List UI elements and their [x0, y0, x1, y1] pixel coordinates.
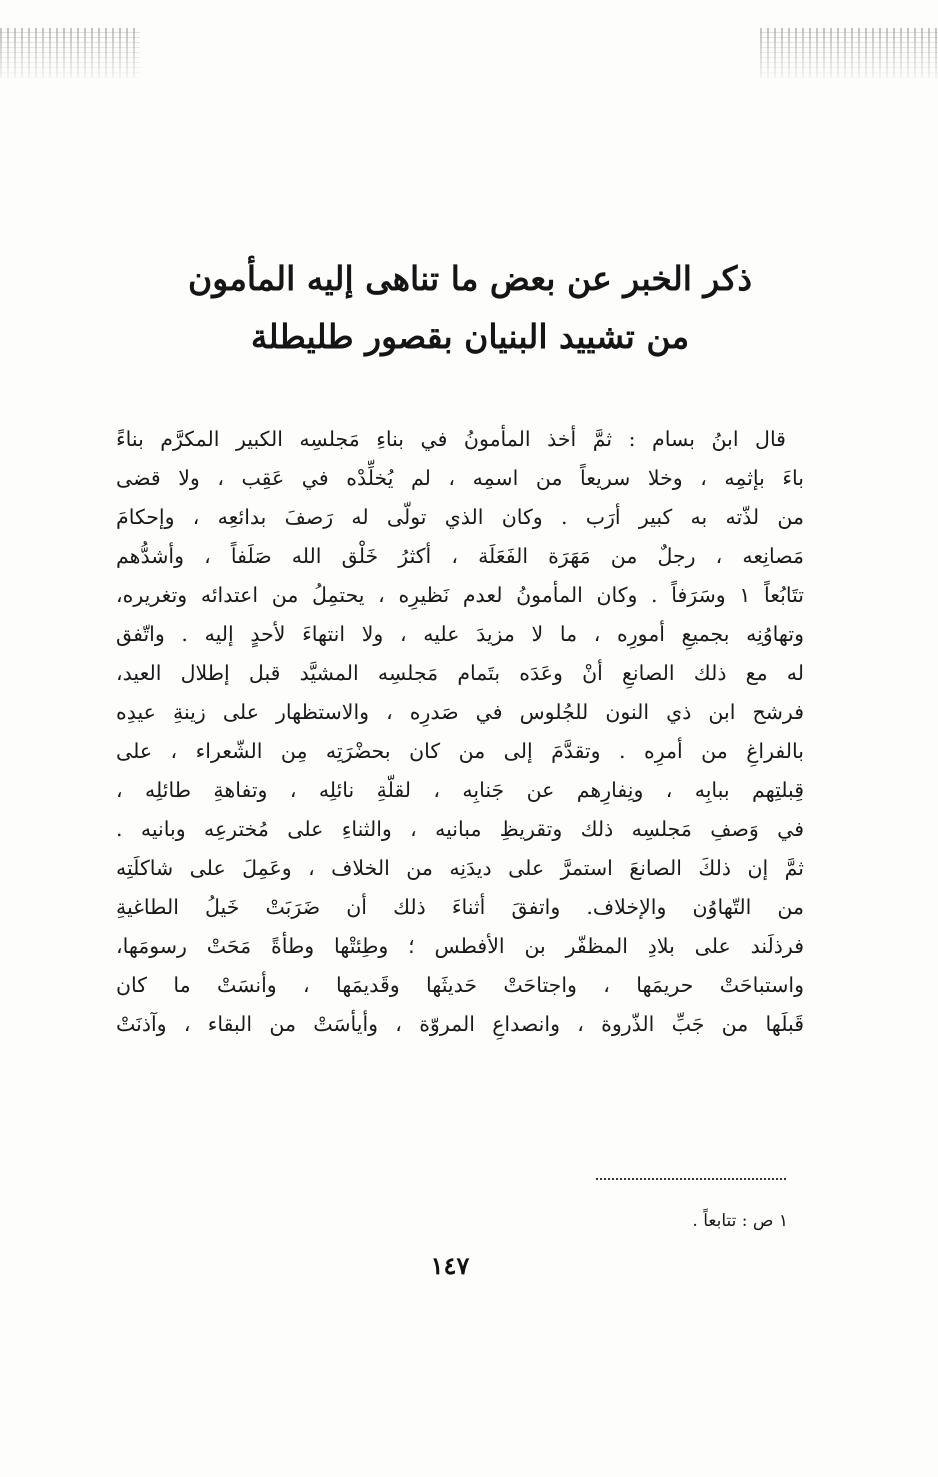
body-paragraph	[116, 420, 804, 1044]
body-line: ثمَّ إن ذلكَ الصانعَ استمرَّ على ديدَنِه من الخلاف ، وعَمِلَ على شاكلَتِه	[116, 856, 804, 880]
body-line: واستباحَتْ حريمَها ، واجتاحَتْ حَديثَها وقَديمَها ، وأنسَتْ ما كان	[116, 973, 804, 997]
body-line: قَبلَها من جَبِّ الذّروة ، وانصداعِ المروّة ، وأيأسَتْ من البقاء ، وآذنَتْ	[116, 1012, 804, 1036]
body-line: من لذّته به كبير أرَب . وكان الذي تولّى له رَصفَ بدائعِه ، وإحكامَ	[116, 505, 804, 529]
body-line: من التّهاوُن والإخلاف. واتفقَ أثناءَ ذلك أن ضَرَبَتْ خَيلُ الطاغيةِ	[116, 895, 804, 919]
body-line: له مع ذلك الصانعِ أنْ وعَدَه بتَمام مَجلسِه المشيَّد قبل إطلال العيد،	[116, 661, 804, 685]
chapter-heading	[150, 250, 790, 366]
body-line: تتَابُعاً ١ وسَرَفاً . وكان المأمونُ لعدم نَظيرِه ، يحتمِلُ من اعتدائه وتغريره،	[116, 583, 804, 607]
heading-line-2: من تشييد البنيان بقصور طليطلة	[250, 317, 690, 356]
body-line: فرشح ابن ذي النون للجُلوس في صَدرِه ، والاستظهار على زينةِ عيدِه	[116, 700, 804, 724]
body-line: باءَ بإثمِه ، وخلا سريعاً من اسمِه ، لم يُخلِّدْه في عَقِب ، ولا قضى	[116, 466, 804, 490]
page-number: ١٤٧	[430, 1251, 470, 1280]
footnote: ١ ص : تتابعاً .	[692, 1211, 788, 1231]
body-line: بالفراغِ من أمرِه . وتقدَّمَ إلى من كان بحضْرَتِه مِن الشّعراء ، على	[116, 739, 804, 763]
body-line: فرذلَند على بلادِ المظفّر بن الأفطس ؛ وطِئتْها وطأةً مَحَتْ رسومَها،	[116, 934, 804, 958]
body-line: في وَصفِ مَجلسِه ذلك وتقريظِ مبانيه ، والثناءِ على مُخترعِه وبانيه .	[116, 817, 804, 841]
heading-line-1: ذكر الخبر عن بعض ما تناهى إليه المأمون	[187, 259, 753, 298]
footnote-separator	[596, 1178, 786, 1180]
scan-noise-left	[0, 28, 140, 78]
body-line: وتهاوُنِه بجميعِ أمورِه ، ما لا مزيدَ عليه ، ولا انتهاءَ لأحدٍ إليه . واتّفق	[116, 622, 804, 646]
body-line: قِبلتِهم ببابِه ، ونِفارِهم عن جَنابِه ، لقلّةِ نائلِه ، وتفاهةِ طائلِه ،	[116, 778, 804, 802]
body-line: مَصانِعه ، رجلٌ من مَهَرَة الفَعَلَة ، أكثرُ خَلْق الله صَلَفاً ، وأشدُّهم	[116, 544, 804, 568]
scan-noise-right	[760, 28, 938, 78]
body-line: قال ابنُ بسام : ثمَّ أخذ المأمونُ في بناءِ مَجلسِه الكبير المكرَّم بناءً	[116, 427, 786, 451]
